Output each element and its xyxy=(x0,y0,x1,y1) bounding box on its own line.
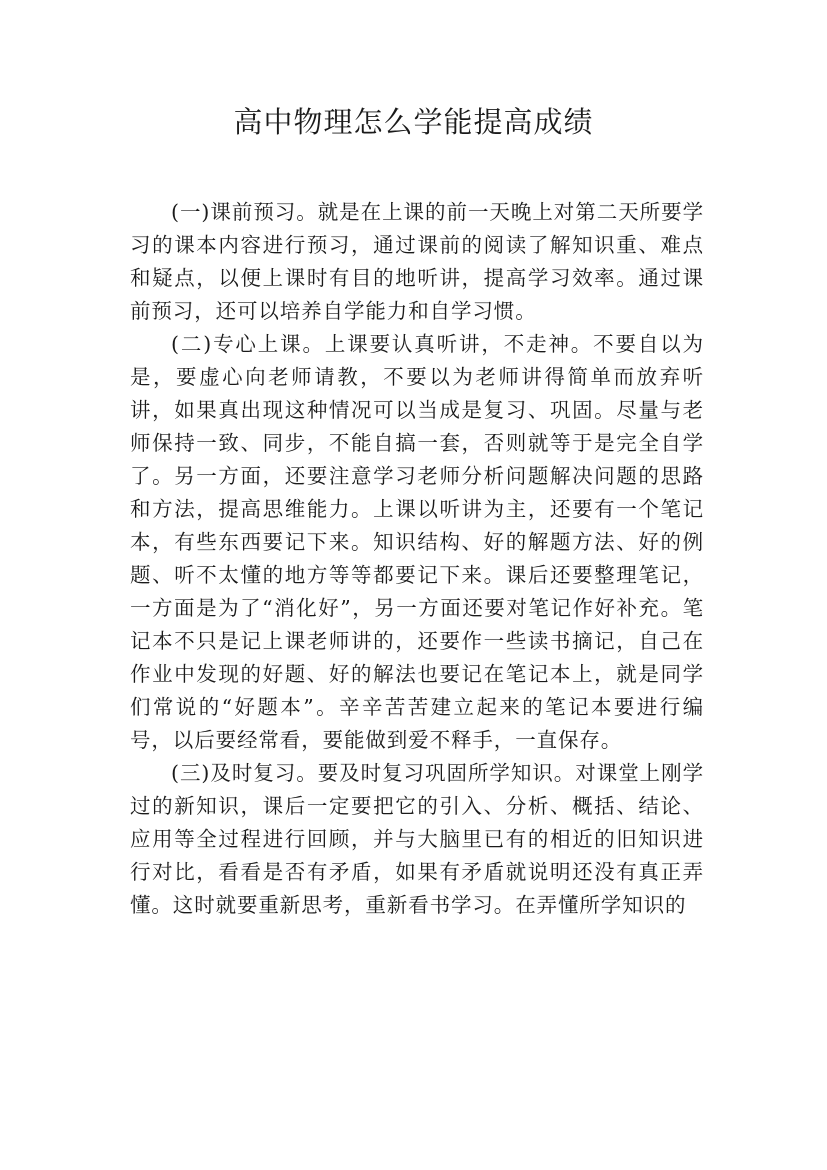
paragraph-attend-class: (二)专心上课。上课要认真听讲，不走神。不要自以为是，要虚心向老师请教，不要以为老师讲得简单而放弃听讲，如果真出现这种情况可以当成是复习、巩固。尽量与老师保持一致、同步，不能自搞一套，否则就等于是完全自学了。另一方面，还要注意学习老师分析问题解决问题的思路和方法，提高思维能力。上课以听讲为主，还要有一个笔记本，有些东西要记下来。知识结构、好的解题方法、好的例题、听不太懂的地方等等都要记下来。课后还要整理笔记，一方面是为了“消化好”，另一方面还要对笔记作好补充。笔记本不只是记上课老师讲的，还要作一些读书摘记，自己在作业中发现的好题、好的解法也要记在笔记本上，就是同学们常说的“好题本”。辛辛苦苦建立起来的笔记本要进行编号，以后要经常看，要能做到爱不释手，一直保存。 xyxy=(130,332,704,752)
document-body xyxy=(130,196,704,922)
document-title: 高中物理怎么学能提高成绩 xyxy=(233,105,594,139)
paragraph-preview: (一)课前预习。就是在上课的前一天晚上对第二天所要学习的课本内容进行预习，通过课前的阅读了解知识重、难点和疑点，以便上课时有目的地听讲，提高学习效率。通过课前预习，还可以培养自学能力和自学习惯。 xyxy=(130,200,704,323)
paragraph-review: (三)及时复习。要及时复习巩固所学知识。对课堂上刚学过的新知识，课后一定要把它的引入、分析、概括、结论、应用等全过程进行回顾，并与大脑里已有的相近的旧知识进行对比，看看是否有矛盾，如果有矛盾就说明还没有真正弄懂。这时就要重新思考，重新看书学习。在弄懂所学知识的 xyxy=(130,761,704,917)
